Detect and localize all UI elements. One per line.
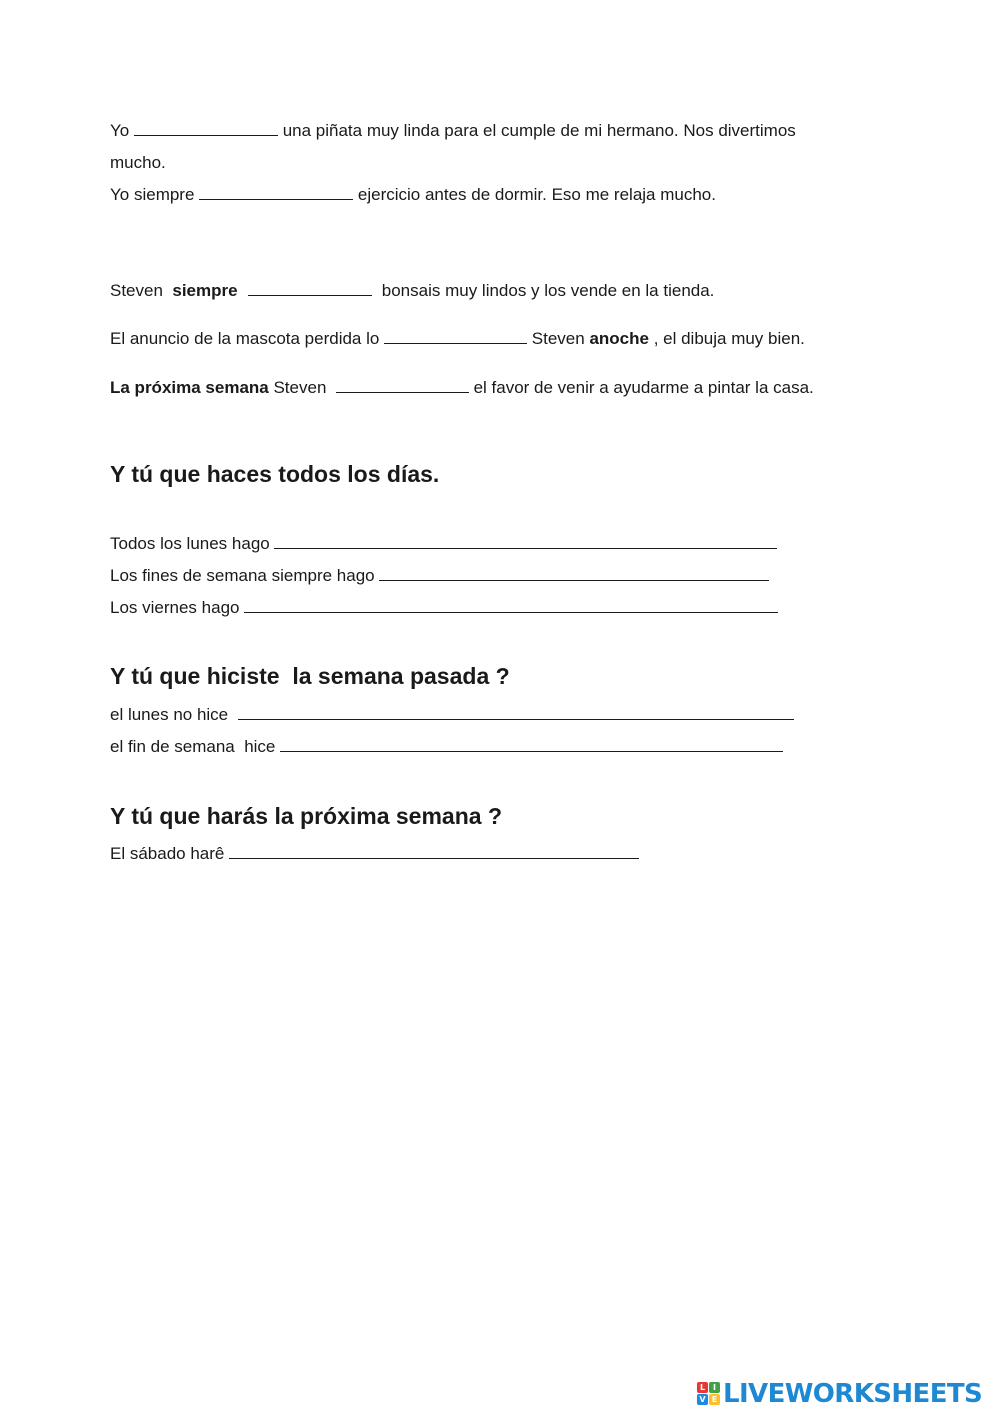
- daily-item: Los fines de semana siempre hago: [110, 565, 769, 587]
- liveworksheets-logo[interactable]: [697, 1379, 982, 1409]
- logo-square-e: E: [709, 1394, 720, 1405]
- answer-blank[interactable]: [274, 534, 777, 549]
- daily-item: Los viernes hago: [110, 597, 778, 619]
- logo-mark-icon: [697, 1382, 721, 1406]
- answer-blank[interactable]: [379, 566, 769, 581]
- logo-text: LIVEWORKSHEETS: [723, 1379, 983, 1409]
- exercise-line-2: Yo siempre ejercicio antes de dormir. Eso me relaja mucho.: [110, 185, 716, 204]
- answer-blank[interactable]: [336, 378, 469, 393]
- future-item: El sábado harê: [110, 843, 639, 865]
- answer-blank[interactable]: [238, 705, 794, 720]
- logo-square-v: V: [697, 1394, 708, 1405]
- answer-blank[interactable]: [134, 121, 278, 136]
- past-item: el lunes no hice: [110, 704, 794, 726]
- answer-blank[interactable]: [229, 844, 639, 859]
- exercise-line-1-cont: mucho.: [110, 153, 166, 172]
- answer-blank[interactable]: [384, 329, 527, 344]
- section-heading-daily: Y tú que haces todos los días.: [110, 461, 440, 487]
- exercise-line-3: Steven siempre bonsais muy lindos y los vende en la tienda.: [110, 281, 715, 300]
- past-item: el fin de semana hice: [110, 736, 783, 758]
- answer-blank[interactable]: [280, 737, 783, 752]
- exercise-line-1: Yo una piñata muy linda para el cumple de mi hermano. Nos divertimos: [110, 121, 796, 140]
- exercise-line-4: El anuncio de la mascota perdida lo Steven anoche , el dibuja muy bien.: [110, 329, 805, 348]
- daily-item: Todos los lunes hago: [110, 533, 777, 555]
- answer-blank[interactable]: [248, 281, 372, 296]
- section-heading-past: Y tú que hiciste la semana pasada ?: [110, 663, 510, 689]
- answer-blank[interactable]: [244, 598, 778, 613]
- logo-square-i: I: [709, 1382, 720, 1393]
- logo-square-l: L: [697, 1382, 708, 1393]
- section-heading-future: Y tú que harás la próxima semana ?: [110, 803, 502, 829]
- answer-blank[interactable]: [199, 185, 353, 200]
- exercise-line-5: La próxima semana Steven el favor de venir a ayudarme a pintar la casa.: [110, 378, 814, 397]
